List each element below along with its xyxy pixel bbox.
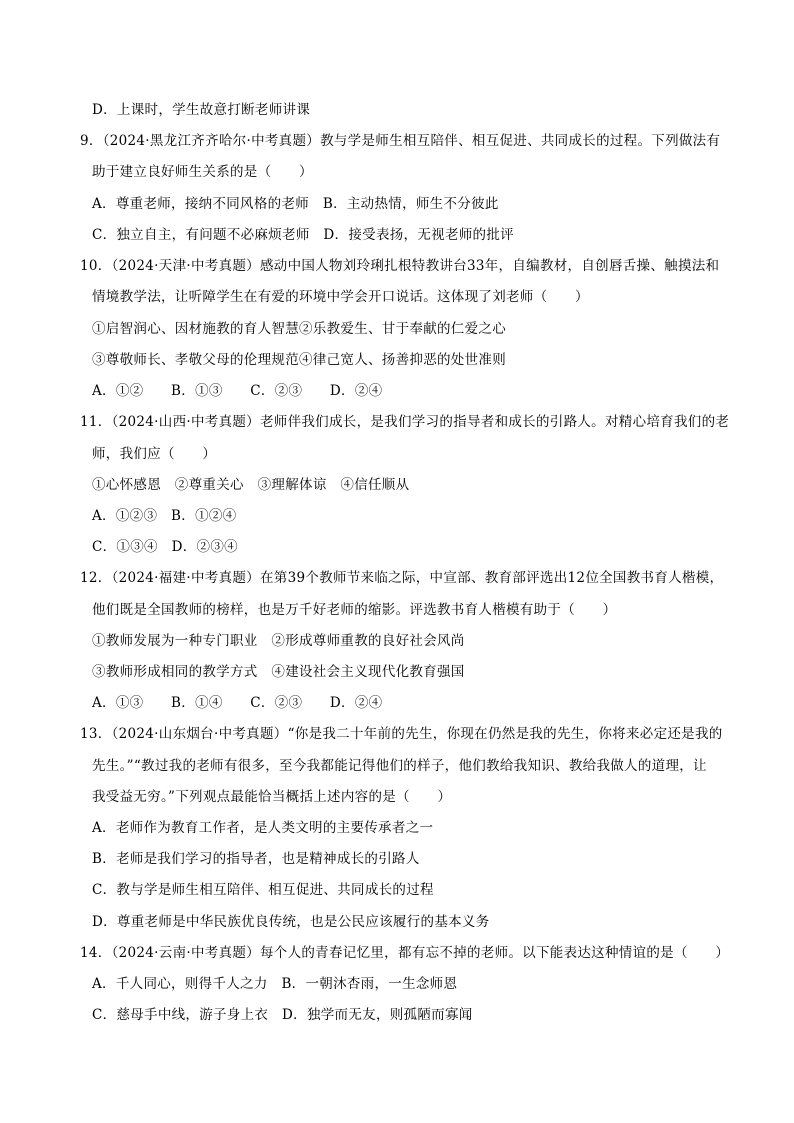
q11-statements: ①心怀感恩 ②尊重关心 ③理解体谅 ④信任顺从 xyxy=(92,477,410,493)
q8-option-d: D．上课时，学生故意打断老师讲课 xyxy=(92,102,311,118)
q13-stem-line-1: 13．（2024·山东烟台·中考真题）“你是我二十年前的先生，你现在仍然是我的先生，你将来必定还是我的 xyxy=(80,726,723,742)
q14-options-ab: A．千人同心，则得千人之力 B．一朝沐杏雨，一生念师恩 xyxy=(92,976,458,992)
q10-statements-12: ①启智润心、因材施教的育人智慧②乐教爱生、甘于奉献的仁爱之心 xyxy=(92,321,506,337)
q9-options-ab: A．尊重老师，接纳不同风格的老师 B．主动热情，师生不分彼此 xyxy=(92,196,499,212)
q12-options: A．①③ B．①④ C．②③ D．②④ xyxy=(92,695,383,711)
q12-statements-34: ③教师形成相同的教学方式 ④建设社会主义现代化教育强国 xyxy=(92,664,465,680)
q9-options-cd: C．独立自主，有问题不必麻烦老师 D．接受表扬，无视老师的批评 xyxy=(92,227,514,243)
q10-stem-line-2: 情境教学法，让听障学生在有爱的环境中学会开口说话。这体现了刘老师（ ） xyxy=(92,289,589,305)
q13-option-d: D．尊重老师是中华民族优良传统，也是公民应该履行的基本义务 xyxy=(92,914,490,930)
q14-stem: 14．（2024·云南·中考真题）每个人的青春记忆里，都有忘不掉的老师。以下能表达这种情谊的是（ ） xyxy=(80,945,730,961)
q9-stem-line-2: 助于建立良好师生关系的是（ ） xyxy=(92,164,313,180)
q9-stem-line-1: 9．（2024·黑龙江齐齐哈尔·中考真题）教与学是师生相互陪伴、相互促进、共同成长的过程。下列做法有 xyxy=(80,133,721,149)
q12-statements-12: ①教师发展为一种专门职业 ②形成尊师重教的良好社会风尚 xyxy=(92,633,465,649)
q10-stem-line-1: 10．（2024·天津·中考真题）感动中国人物刘玲琍扎根特教讲台33年，自编教材，自创唇舌操、触摸法和 xyxy=(80,258,720,274)
q13-stem-line-2: 先生。”“教过我的老师有很多，至今我都能记得他们的样子，他们教给我知识、教给我做人的道理，让 xyxy=(92,758,707,774)
q11-stem-line-1: 11．（2024·山西·中考真题）老师伴我们成长，是我们学习的指导者和成长的引路人。对精心培育我们的老 xyxy=(80,414,730,430)
q10-statements-34: ③尊敬师长、孝敬父母的伦理规范④律己宽人、扬善抑恶的处世准则 xyxy=(92,352,506,368)
q12-stem-line-2: 他们既是全国教师的榜样，也是万千好老师的缩影。评选教书育人楷模有助于（ ） xyxy=(92,602,617,618)
q11-options-cd: C．①③④ D．②③④ xyxy=(92,539,238,555)
q13-stem-line-3: 我受益无穷。”下列观点最能恰当概括上述内容的是（ ） xyxy=(92,789,452,805)
q11-options-ab: A．①②③ B．①②④ xyxy=(92,508,237,524)
q11-stem-line-2: 师，我们应（ ） xyxy=(92,446,217,462)
q12-stem-line-1: 12．（2024·福建·中考真题）在第39个教师节来临之际，中宣部、教育部评选出12位全国教书育人楷模， xyxy=(80,570,724,586)
q13-option-a: A．老师作为教育工作者，是人类文明的主要传承者之一 xyxy=(92,820,434,836)
q10-options: A．①② B．①③ C．②③ D．②④ xyxy=(92,383,383,399)
q13-option-b: B．老师是我们学习的指导者，也是精神成长的引路人 xyxy=(92,851,420,867)
q13-option-c: C．教与学是师生相互陪伴、相互促进、共同成长的过程 xyxy=(92,882,434,898)
q14-options-cd: C．慈母手中线，游子身上衣 D．独学而无友，则孤陋而寡闻 xyxy=(92,1007,473,1023)
